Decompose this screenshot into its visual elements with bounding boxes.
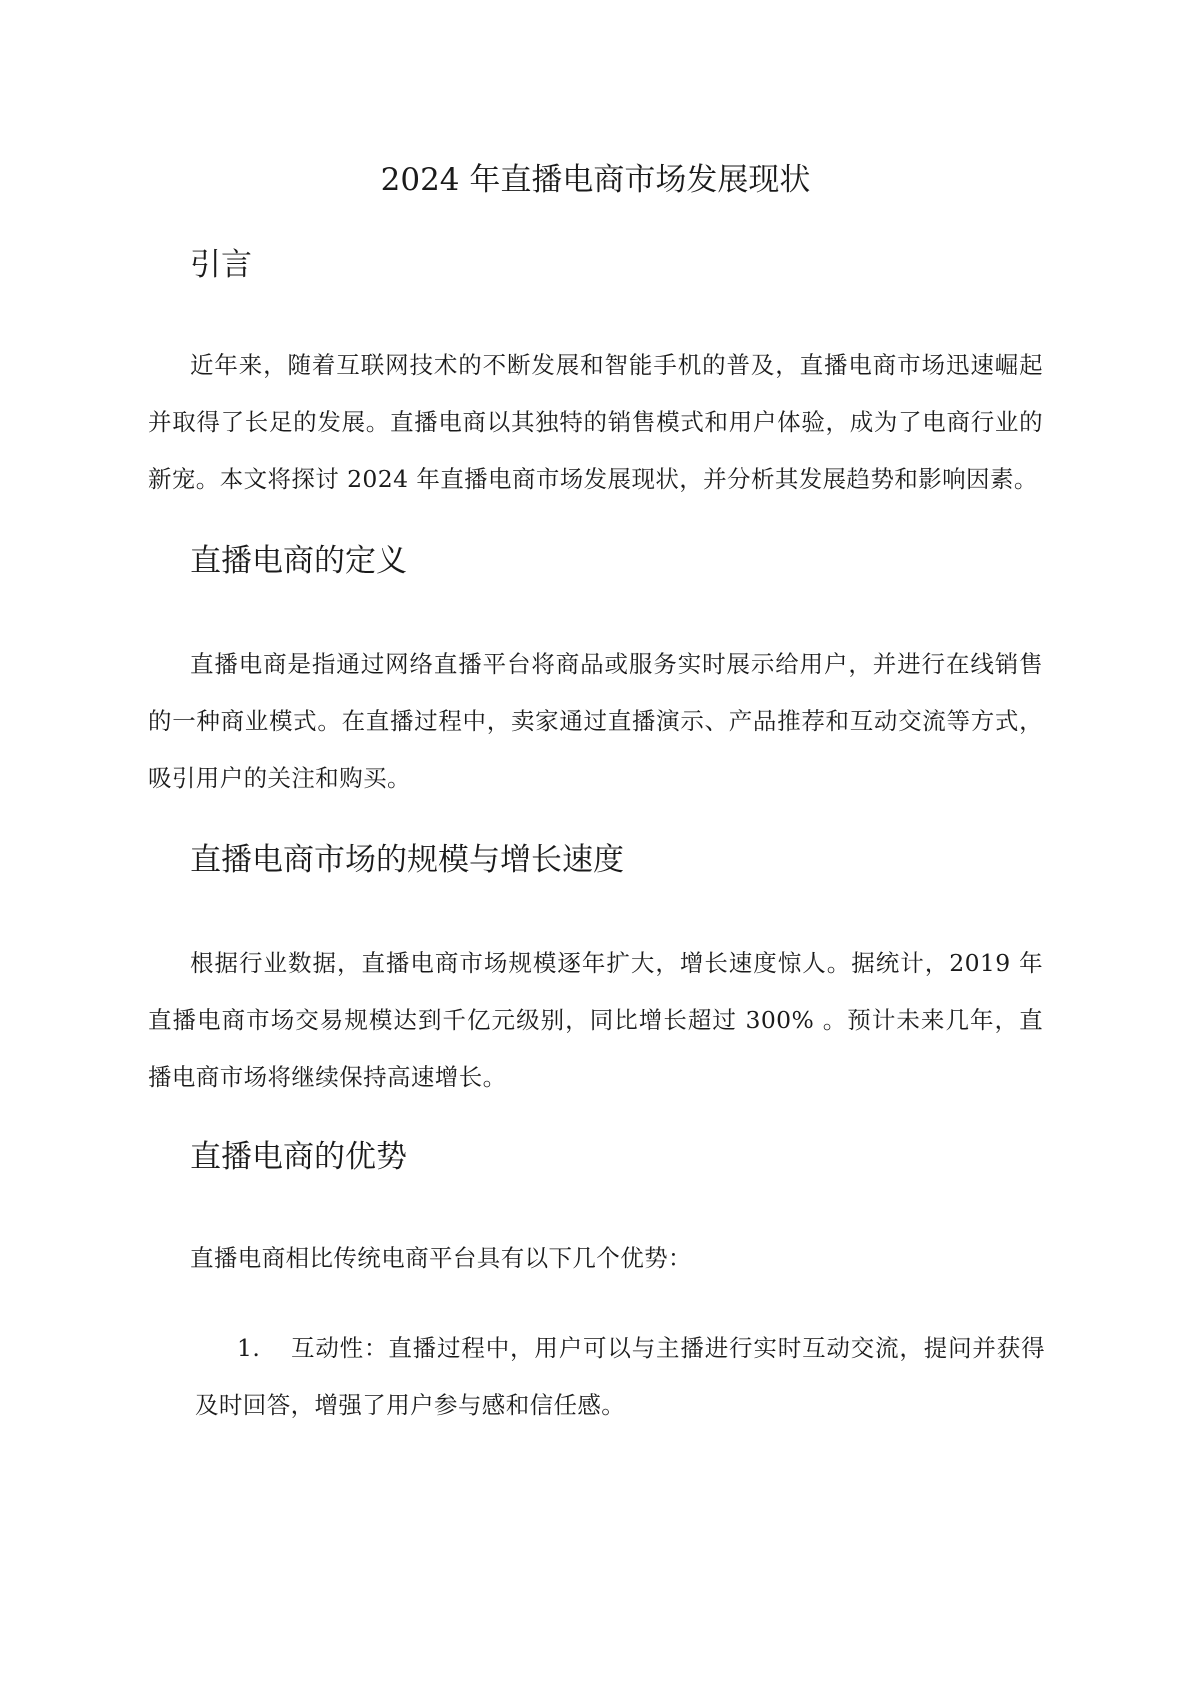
- section-heading-definition: 直播电商的定义: [190, 543, 407, 579]
- list-item: [195, 1320, 1045, 1434]
- section-paragraph-market-scale: 根据行业数据，直播电商市场规模逐年扩大，增长速度惊人。据统计，2019 年直播电商市场交易规模达到千亿元级别，同比增长超过 300% 。预计未来几年，直播电商市场将继续保持高速增长。: [148, 949, 1043, 1091]
- section-heading-market-scale: 直播电商市场的规模与增长速度: [190, 842, 624, 878]
- list-item-number: 1.: [237, 1334, 261, 1362]
- document-title: 2024 年直播电商市场发展现状: [380, 162, 811, 198]
- section-heading-advantages: 直播电商的优势: [190, 1139, 407, 1175]
- section-intro-advantages: 直播电商相比传统电商平台具有以下几个优势：: [190, 1244, 692, 1272]
- section-paragraph-definition: 直播电商是指通过网络直播平台将商品或服务实时展示给用户，并进行在线销售的一种商业模式。在直播过程中，卖家通过直播演示、产品推荐和互动交流等方式，吸引用户的关注和购买。: [148, 650, 1043, 792]
- list-item-text: 互动性：直播过程中，用户可以与主播进行实时互动交流，提问并获得及时回答，增强了用户参与感和信任感。: [195, 1334, 1045, 1419]
- section-heading-intro: 引言: [190, 247, 252, 283]
- section-paragraph-intro: 近年来，随着互联网技术的不断发展和智能手机的普及，直播电商市场迅速崛起并取得了长足的发展。直播电商以其独特的销售模式和用户体验，成为了电商行业的新宠。本文将探讨 2024 年直播电商市场发展现状，并分析其发展趋势和影响因素。: [148, 351, 1043, 493]
